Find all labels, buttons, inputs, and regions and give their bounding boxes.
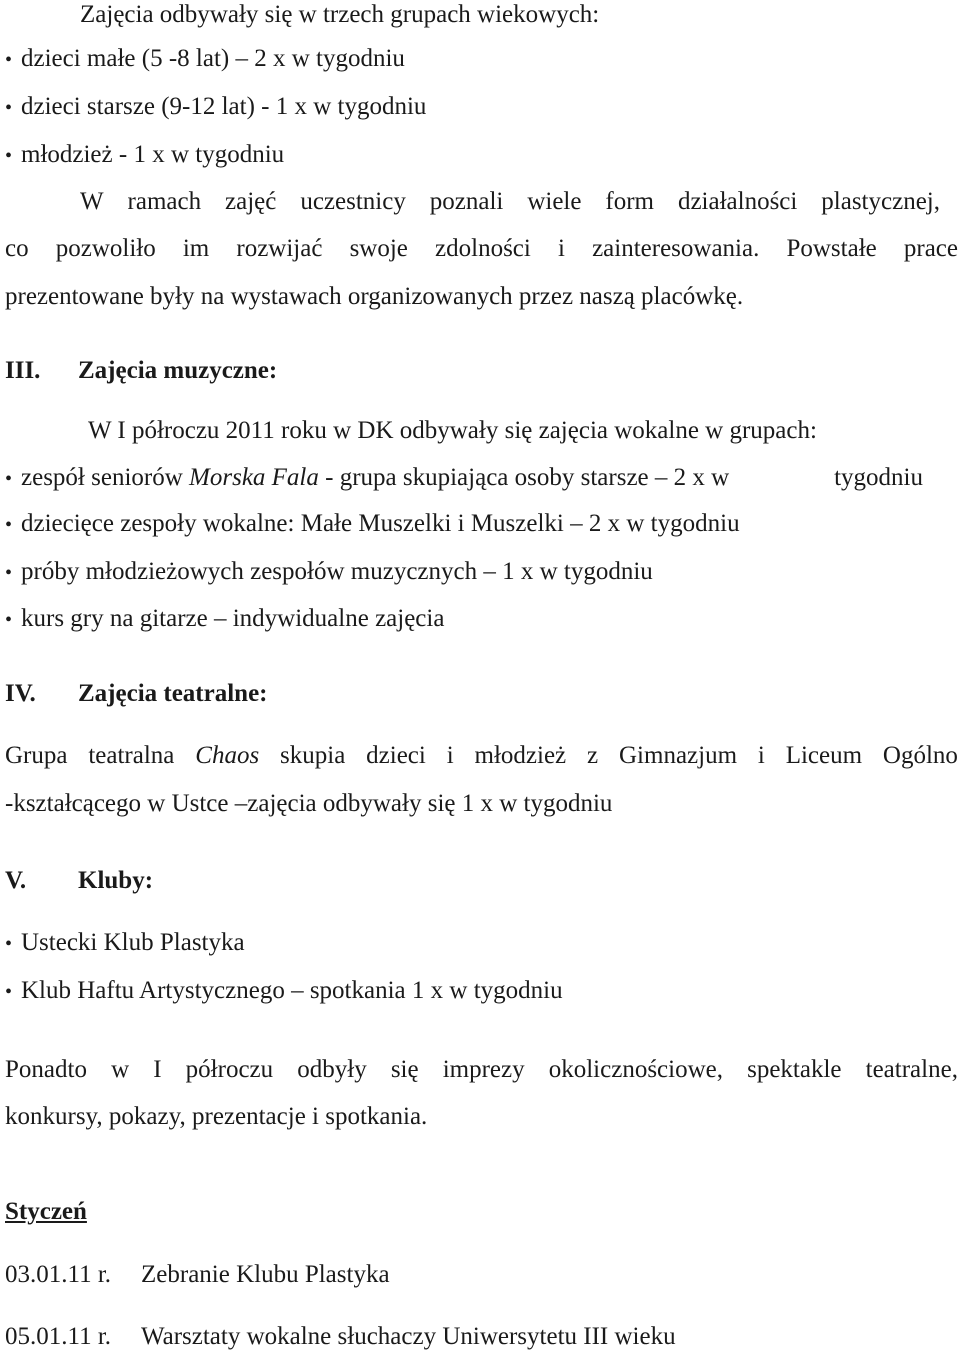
list-item: • zespół seniorów Morska Fala - grupa skupiająca osoby starsze – 2 x w tygodniu [5,463,923,494]
bullet-icon: • [5,468,13,490]
list-item: • dziecięce zespoły wokalne: Małe Muszelki i Muszelki – 2 x w tygodniu [5,509,740,540]
list-item: • kurs gry na gitarze – indywidualne zajęcia [5,604,444,635]
calendar-entry: 05.01.11 r. Warsztaty wokalne słuchaczy Uniwersytetu III wieku [5,1323,676,1350]
list-item: • Ustecki Klub Plastyka [5,928,245,959]
bullet-icon: • [5,145,13,167]
theatre-paragraph-line-2: -kształcącego w Ustce –zajęcia odbywały się 1 x w tygodniu [5,790,613,817]
art-paragraph-line-1: W ramach zajęć uczestnicy poznali wiele form działalności plastycznej, [80,188,940,215]
list-item: • młodzież - 1 x w tygodniu [5,140,284,171]
bullet-icon: • [5,514,13,536]
section-heading-music: III. Zajęcia muzyczne: [5,357,278,384]
list-item: • dzieci starsze (9-12 lat) - 1 x w tygodniu [5,92,426,123]
bullet-icon: • [5,981,13,1003]
music-intro: W I półroczu 2011 roku w DK odbywały się zajęcia wokalne w grupach: [88,417,817,444]
list-item: • Klub Haftu Artystycznego – spotkania 1 x w tygodniu [5,976,563,1007]
month-heading: Styczeń [5,1198,87,1225]
bullet-icon: • [5,97,13,119]
calendar-entry: 03.01.11 r. Zebranie Klubu Plastyka [5,1261,390,1288]
closing-paragraph-line-2: konkursy, pokazy, prezentacje i spotkania. [5,1103,428,1130]
theatre-paragraph-line-1: Grupa teatralna Chaos skupia dzieci i młodzież z Gimnazjum i Liceum Ogólno [5,742,958,769]
list-item: • próby młodzieżowych zespołów muzycznych – 1 x w tygodniu [5,557,653,588]
list-item: • dzieci małe (5 -8 lat) – 2 x w tygodniu [5,44,405,75]
section-heading-theatre: IV. Zajęcia teatralne: [5,680,268,707]
groups-intro: Zajęcia odbywały się w trzech grupach wiekowych: [80,1,600,28]
art-paragraph-line-3: prezentowane były na wystawach organizowanych przez naszą placówkę. [5,283,744,310]
bullet-icon: • [5,933,13,955]
bullet-icon: • [5,609,13,631]
bullet-icon: • [5,49,13,71]
bullet-icon: • [5,562,13,584]
art-paragraph-line-2: co pozwoliło im rozwijać swoje zdolności i zainteresowania. Powstałe prace [5,235,958,262]
section-heading-clubs: V. Kluby: [5,867,154,894]
closing-paragraph-line-1: Ponadto w I półroczu odbyły się imprezy okolicznościowe, spektakle teatralne, [5,1056,958,1083]
